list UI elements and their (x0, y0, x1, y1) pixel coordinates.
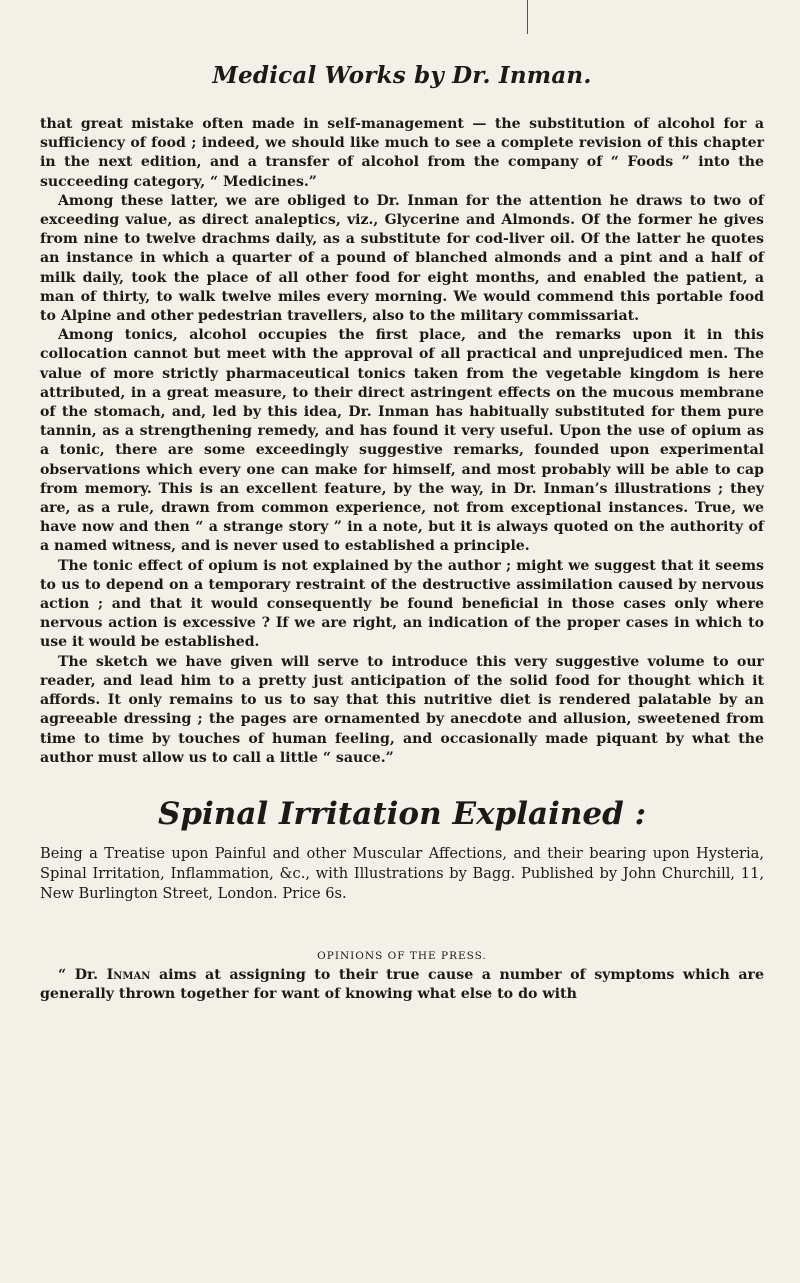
paragraph-continuation: that great mistake often made in self-management — the substitution of alcohol for a sufficiency of food ; indeed, we should like much to see a complete revision of this chapter in the next edition, and a transfer of alcohol from the company of “ Foods ” into the succeeding category, “ Medicines.” (40, 116, 764, 190)
review-body (40, 115, 764, 768)
paragraph-tonics: Among tonics, alcohol occupies the first place, and the remarks upon it in this collocation cannot but meet with the approval of all practical and unprejudiced men. The value of more strictly pharmaceutical tonics taken from the vegetable kingdom is here attributed, in a great measure, to their direct astringent effects on the mucous membrane of the stomach, and, led by this idea, Dr. Inman has habitually substituted for them pure tannin, as a strengthening remedy, and has found it very useful. Upon the use of opium as a tonic, there are some exceedingly suggestive remarks, founded upon experimental observations which every one can make for himself, and most probably will be able to cap from memory. This is an excellent feature, by the way, in Dr. Inman’s illustrations ; they are, as a rule, drawn from common experience, not from exceptional instances. True, we have now and then “ a strange story ” in a note, but it is always quoted on the authority of a named witness, and is never used to established a principle. (40, 327, 764, 555)
running-head: Medical Works by Dr. Inman. (212, 62, 592, 89)
opinion-quote-text: aims at assigning to their true cause a number of symptoms which are generally thrown together for want of knowing what else to do with (40, 966, 765, 1003)
opinions-heading: OPINIONS OF THE PRESS. (317, 949, 487, 962)
paragraph-conclusion: The sketch we have given will serve to introduce this very suggestive volume to our reader, and lead him to a pretty just anticipation of the solid food for thought which it affords. It only remains to us to say that this nutritive diet is rendered palatable by an agreeable dressing ; the pages are ornamented by anecdote and allusion, sweetened from time to time by touches of human feeling, and occasionally made piquant by what the author must allow us to call a little “ sauce.” (40, 653, 764, 766)
paragraph-opium: The tonic effect of opium is not explained by the author ; might we suggest that it seems to us to depend on a temporary restraint of the destructive assimilation caused by nervous action ; and that it would consequently be found beneficial in those cases only where nervous action is excessive ? If we are right, an indication of the proper cases in which to use it would be established. (40, 557, 764, 651)
book-title: Spinal Irritation Explained : (157, 795, 647, 832)
book-description: Being a Treatise upon Painful and other Muscular Affections, and their bearing upon Hysteria, Spinal Irritation, Inflammation, &c., with Illustrations by Bagg. Published by John Churchill, 11, New Burlington Street, London. Price 6s. (40, 844, 764, 902)
press-opinion (40, 966, 764, 1005)
opinion-quote-open: “ Dr. (58, 966, 107, 983)
opinion-author-name: Inman (106, 966, 151, 983)
paragraph-analeptics: Among these latter, we are obliged to Dr. Inman for the attention he draws to two of exceeding value, as direct analeptics, viz., Glycerine and Almonds. Of the former he gives from nine to twelve drachms daily, as a substitute for cod-liver oil. Of the latter he quotes an instance in which a quarter of a pound of blanched almonds and a pint and a half of milk daily, took the place of all other food for eight months, and enabled the patient, a man of thirty, to walk twelve miles every morning. We would commend this portable food to Alpine and other pedestrian travellers, also to the military commissariat. (40, 192, 764, 325)
page-edge-mark (527, 0, 528, 34)
opinion-quote (40, 966, 764, 1005)
